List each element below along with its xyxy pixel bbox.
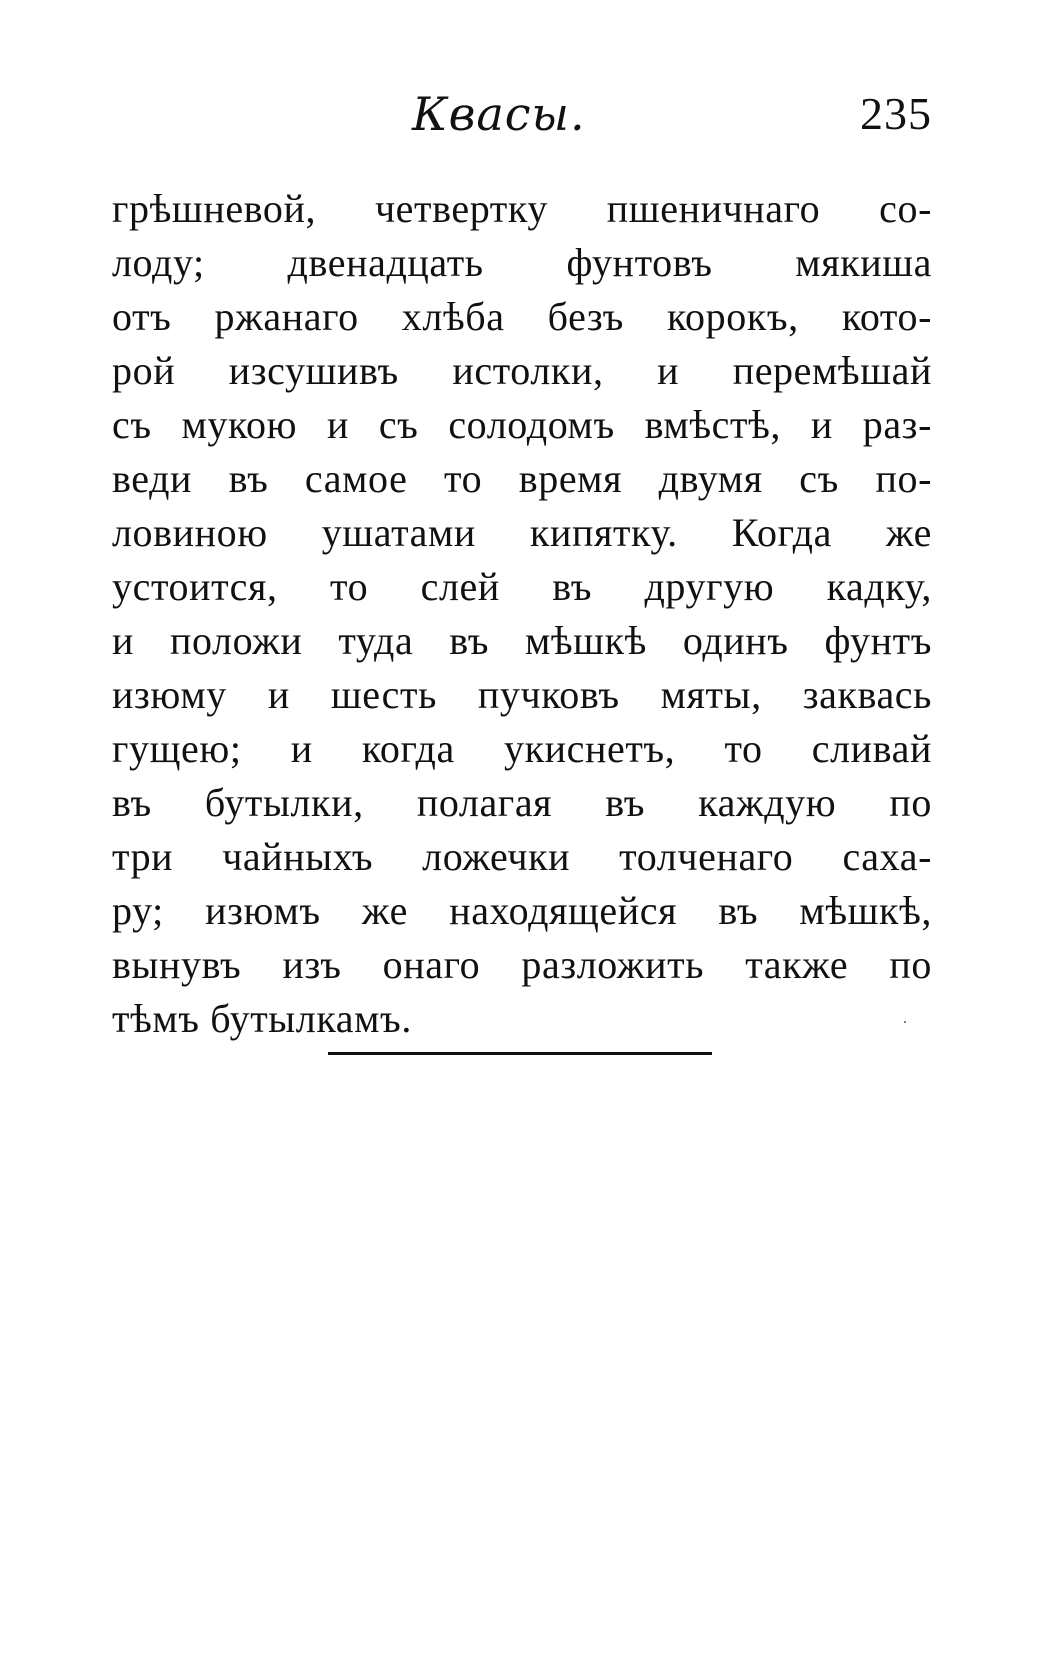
text-line: устоится, то слей въ другую кадку, bbox=[112, 564, 932, 609]
text-line: веди въ самое то время двумя съ по- bbox=[112, 456, 932, 501]
text-line: отъ ржанаго хлѣба безъ корокъ, кото- bbox=[112, 294, 932, 339]
running-head bbox=[112, 84, 932, 144]
text-line: лоду; двенадцать фунтовъ мякиша bbox=[112, 240, 932, 285]
text-line: три чайныхъ ложечки толченаго саха- bbox=[112, 834, 932, 879]
text-line-final: тѣмъ бутылкамъ. bbox=[112, 996, 412, 1041]
text-line: и положи туда въ мѣшкѣ одинъ фунтъ bbox=[112, 618, 932, 663]
text-line: гущею; и когда укиснетъ, то сливай bbox=[112, 726, 932, 771]
text-line: ловиною ушатами кипятку. Когда же bbox=[112, 510, 932, 555]
text-line: грѣшневой, четвертку пшеничнаго со- bbox=[112, 186, 932, 231]
text-line: рой изсушивъ истолки, и перемѣшай bbox=[112, 348, 932, 393]
text-line: изюму и шесть пучковъ мяты, заквась bbox=[112, 672, 932, 717]
running-title: Квасы. bbox=[412, 87, 586, 141]
ink-speck bbox=[904, 1021, 906, 1023]
text-line: ру; изюмъ же находящейся въ мѣшкѣ, bbox=[112, 888, 932, 933]
section-divider bbox=[328, 1052, 712, 1055]
text-line: вынувъ изъ онаго разложить также по bbox=[112, 942, 932, 987]
page-number: 235 bbox=[860, 88, 932, 139]
text-line: съ мукою и съ солодомъ вмѣстѣ, и раз- bbox=[112, 402, 932, 447]
body-text bbox=[112, 182, 932, 1046]
text-line: въ бутылки, полагая въ каждую по bbox=[112, 780, 932, 825]
